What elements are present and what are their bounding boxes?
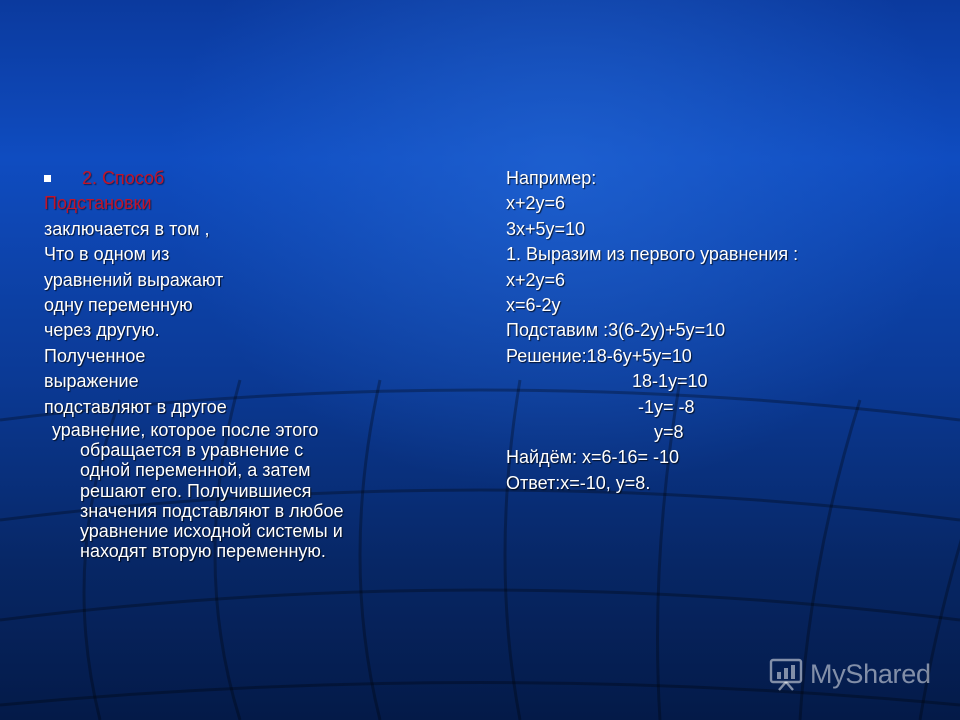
equation-line: х+2у=6	[506, 193, 566, 214]
method-title: 2. Способ	[82, 168, 165, 188]
right-example-column	[506, 166, 926, 496]
bullet-heading	[44, 166, 444, 191]
description-paragraph	[44, 420, 444, 561]
myshared-watermark	[768, 656, 931, 692]
watermark-text: MyShared	[810, 658, 931, 689]
left-line: уравнений выражают	[44, 269, 224, 290]
found-line: Найдём: х=6-16= -10	[506, 447, 680, 468]
presentation-chart-icon	[768, 656, 804, 692]
paragraph-line: решают его. Получившиеся	[80, 480, 312, 501]
left-line: Что в одном из	[44, 244, 170, 265]
paragraph-line: значения подставляют в любое	[80, 500, 344, 521]
answer-line: Ответ:х=-10, у=8.	[506, 472, 651, 493]
left-line: через другую.	[44, 320, 160, 341]
left-line: подставляют в другое	[44, 396, 227, 417]
left-line: одну переменную	[44, 295, 193, 316]
equation-line: 3х+5у=10	[506, 218, 586, 239]
left-line: выражение	[44, 371, 139, 392]
solution-line: Решение:18-6у+5у=10	[506, 345, 692, 366]
step-line: 1. Выразим из первого уравнения :	[506, 244, 799, 265]
paragraph-line: обращается в уравнение с	[80, 440, 304, 461]
paragraph-line: уравнение, которое после этого	[52, 420, 319, 441]
method-name: Подстановки	[44, 193, 152, 214]
square-bullet-icon	[44, 175, 51, 182]
equation-line: х+2у=6	[506, 269, 566, 290]
substitution-line: Подставим :3(6-2у)+5у=10	[506, 320, 726, 341]
solution-step: у=8	[654, 422, 684, 443]
solution-step: -1у= -8	[638, 396, 695, 417]
left-text-column	[44, 166, 444, 561]
solution-step: 18-1у=10	[632, 371, 708, 392]
paragraph-line: одной переменной, а затем	[80, 460, 311, 481]
left-line: заключается в том ,	[44, 218, 210, 239]
example-heading: Например:	[506, 168, 597, 188]
paragraph-line: уравнение исходной системы и	[80, 521, 343, 542]
paragraph-line: находят вторую переменную.	[80, 541, 326, 562]
equation-line: х=6-2у	[506, 295, 561, 316]
left-line: Полученное	[44, 345, 146, 366]
